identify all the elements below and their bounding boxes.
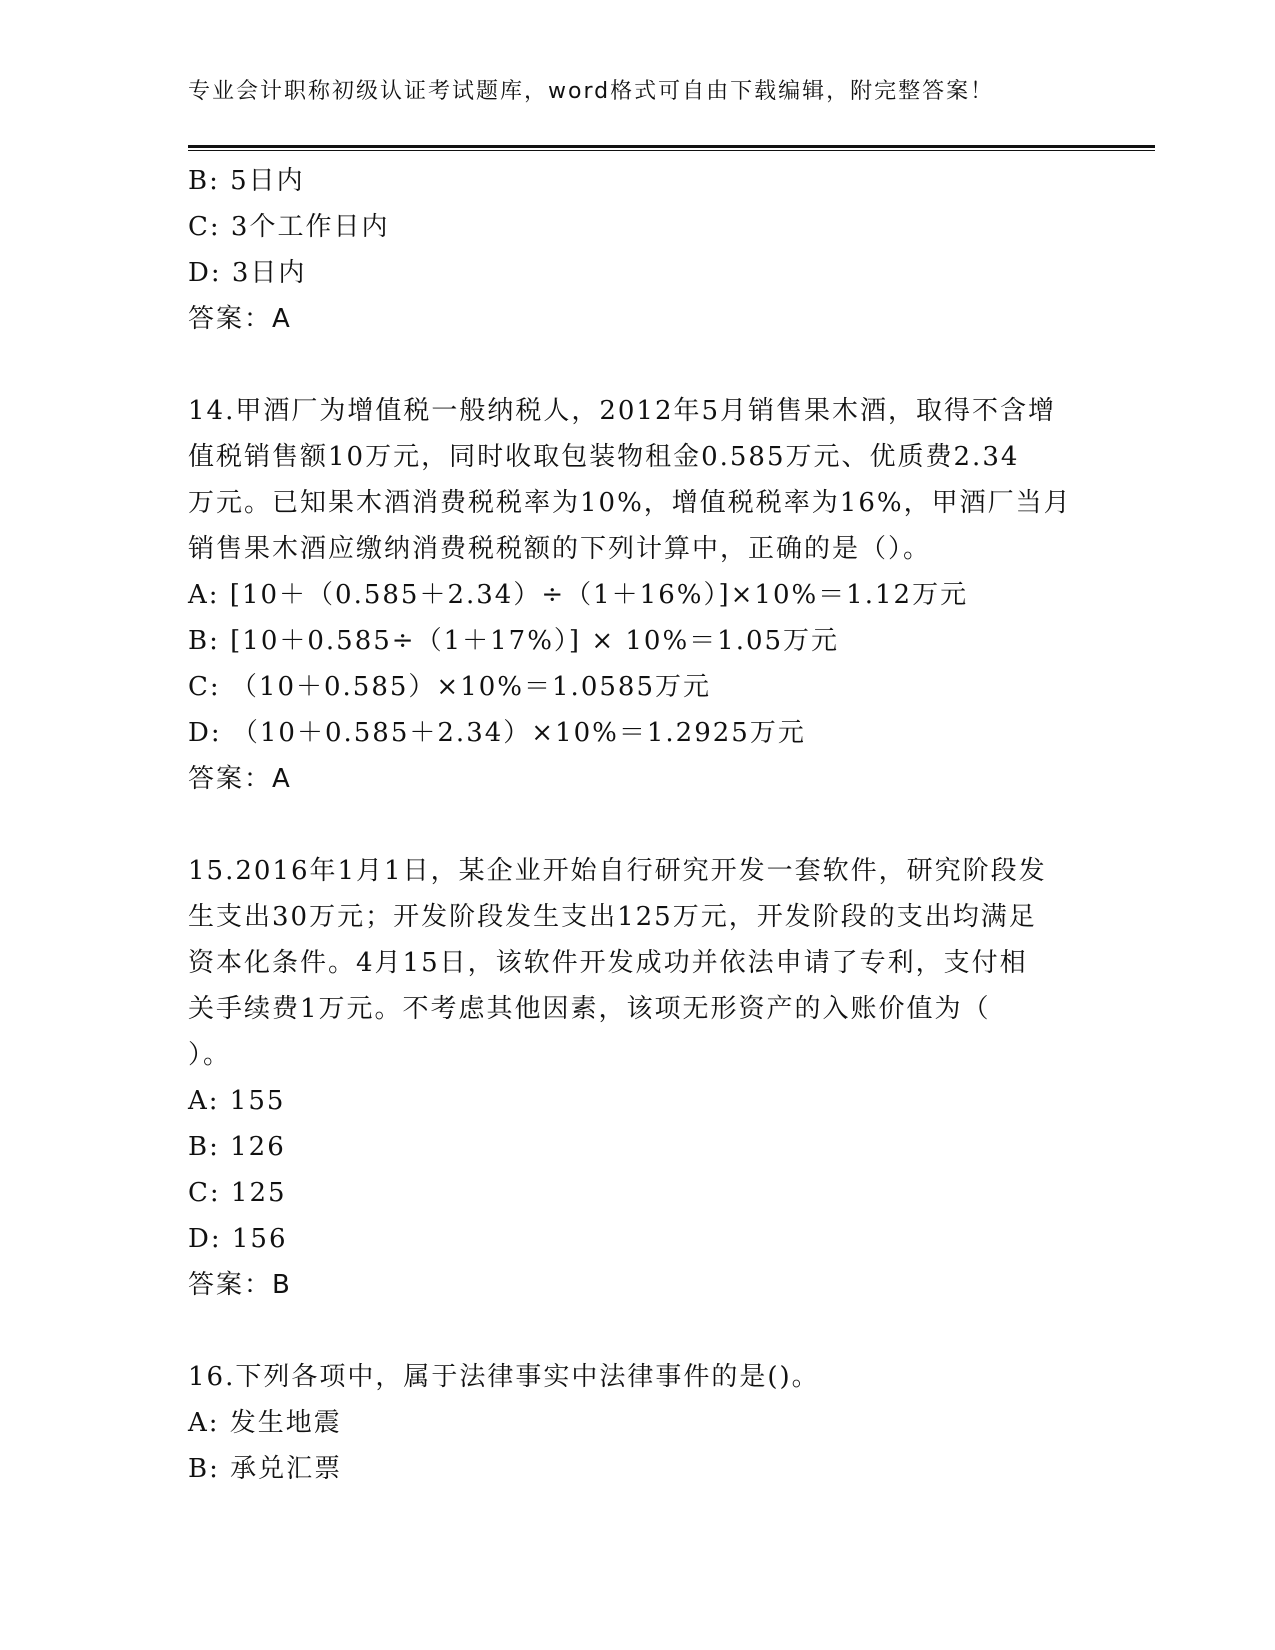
question-stem-line: 关手续费1万元。不考虑其他因素，该项无形资产的入账价值为（ — [188, 994, 991, 1024]
question-stem-line: 资本化条件。4月15日，该软件开发成功并依法申请了专利，支付相 — [188, 948, 1028, 978]
answer: 答案：A — [188, 304, 292, 334]
option-a: A: 155 — [188, 1086, 286, 1116]
question-stem-line: 14.甲酒厂为增值税一般纳税人，2012年5月销售果木酒，取得不含增 — [188, 396, 1057, 426]
answer: 答案：B — [188, 1270, 292, 1300]
question-14 — [188, 388, 1088, 802]
option-d: D: 3日内 — [188, 258, 307, 288]
option-b: B: 5日内 — [188, 166, 305, 196]
option-c: C: 125 — [188, 1178, 287, 1208]
option-b: B: [10＋0.585÷（1＋17%）] × 10%＝1.05万元 — [188, 626, 840, 656]
question-stem-line: 生支出30万元；开发阶段发生支出125万元，开发阶段的支出均满足 — [188, 902, 1037, 932]
option-a: A: 发生地震 — [188, 1408, 342, 1438]
question-stem-line: 16.下列各项中，属于法律事实中法律事件的是()。 — [188, 1362, 820, 1392]
question-16 — [188, 1354, 1088, 1492]
header-rule-thick — [188, 145, 1155, 148]
question-stem-line: 万元。已知果木酒消费税税率为10%，增值税税率为16%，甲酒厂当月 — [188, 488, 1072, 518]
option-c: C: （10＋0.585）×10%＝1.0585万元 — [188, 672, 711, 702]
answer: 答案：A — [188, 764, 292, 794]
spacer — [188, 802, 1088, 848]
document-body — [188, 158, 1088, 1492]
option-c: C: 3个工作日内 — [188, 212, 390, 242]
spacer — [188, 342, 1088, 388]
prev-question — [188, 158, 1088, 342]
question-stem-line: 值税销售额10万元，同时收取包装物租金0.585万元、优质费2.34 — [188, 442, 1020, 472]
option-b: B: 126 — [188, 1132, 286, 1162]
question-15 — [188, 848, 1088, 1308]
spacer — [188, 1308, 1088, 1354]
option-b: B: 承兑汇票 — [188, 1454, 343, 1484]
header-rule-thin — [188, 150, 1155, 151]
question-stem-line: 15.2016年1月1日，某企业开始自行研究开发一套软件，研究阶段发 — [188, 856, 1047, 886]
question-stem-line: ）。 — [188, 1040, 232, 1070]
option-a: A: [10＋（0.585＋2.34）÷（1＋16%）]×10%＝1.12万元 — [188, 580, 969, 610]
option-d: D: （10＋0.585＋2.34）×10%＝1.2925万元 — [188, 718, 806, 748]
option-d: D: 156 — [188, 1224, 288, 1254]
question-stem-line: 销售果木酒应缴纳消费税税额的下列计算中，正确的是（）。 — [188, 534, 932, 564]
page-header: 专业会计职称初级认证考试题库，word格式可自由下载编辑，附完整答案！ — [188, 79, 995, 104]
